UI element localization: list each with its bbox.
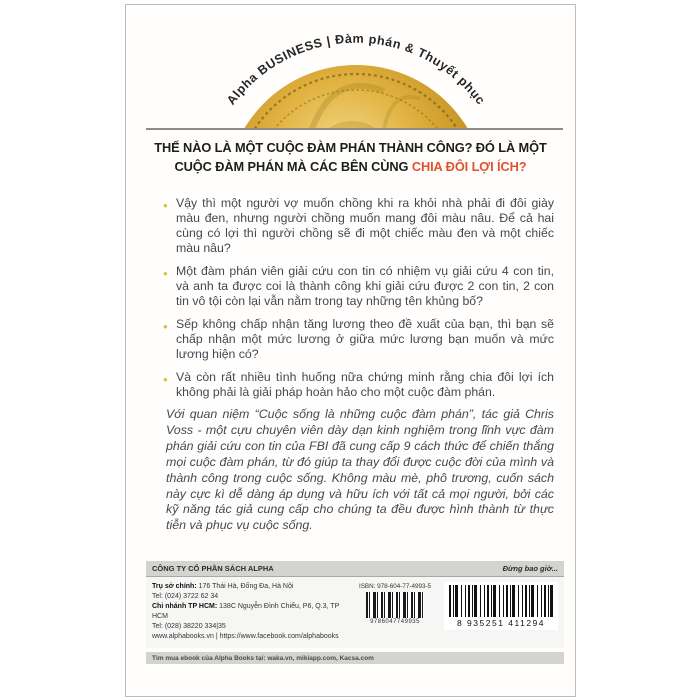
branch-address-line: Chi nhánh TP HCM: 138C Nguyễn Đình Chiểu, P6, Q.3, TP HCM xyxy=(152,603,340,620)
bullet-text: Một đàm phán viên giải cứu con tin có nhiệm vụ giải cứu 4 con tin, và anh ta được coi là thành công khi giải cứu được 2 con tin, 2 con tin vô tội còn lại vẫn nằm trong tay những tên khủng bố? xyxy=(176,264,554,308)
isbn-block xyxy=(354,583,436,625)
bullet-dot-icon: ● xyxy=(163,269,168,278)
branch-tel-line: Tel: (028) 38220 334|35 xyxy=(152,623,226,630)
book-description: Với quan niệm “Cuộc sống là những cuộc đàm phán”, tác giả Chris Voss - một cựu chuyên viên dày dạn kinh nghiệm trong lĩnh vực đàm phán giải cứu con tin của FBI đã cung cấp 9 cách thức để chiến thắng mọi cuộc đàm phán, từ đó giúp ta thay đổi được cuộc đời của mình và thành công trong cuộc sống. Không màu mè, phô trương, cuốn sách này cực kì dễ dàng áp dụng và hữu ích với tất cả mọi người, bởi các kỹ năng tác giả cung cấp cho chúng ta đều được hình thành từ thực tiễn và phục vụ cuộc sống. xyxy=(166,407,554,533)
back-cover-headline xyxy=(140,138,561,176)
ean-block xyxy=(444,582,558,630)
ean-digits: 8 935251 411294 xyxy=(456,618,546,628)
publisher-header-bar xyxy=(146,561,564,577)
bullet-text: Vậy thì một người vợ muốn chồng khi ra khỏi nhà phải đi đôi giày màu đen, nhưng người chồng muốn mang đôi màu nâu. Để cả hai cùng có lợi thì người chồng sẽ đi một chiếc màu đen và một chiếc màu nâu? xyxy=(176,196,554,255)
bullet-item xyxy=(163,370,554,400)
publisher-info-box xyxy=(146,561,564,664)
headline-line2-prefix: CUỘC ĐÀM PHÁN MÀ CÁC BÊN CÙNG xyxy=(174,159,412,174)
ean-barcode-icon xyxy=(449,585,553,617)
series-arc-text: Alpha BUSINESS | Đàm phán & Thuyết phục xyxy=(224,31,488,108)
bullet-dot-icon: ● xyxy=(163,375,168,384)
bullet-item xyxy=(163,264,554,309)
book-title-short: Đừng bao giờ... xyxy=(502,564,558,573)
website-line: www.alphabooks.vn | https://www.facebook.com/alphabooks xyxy=(152,633,339,640)
bullet-text: Sếp không chấp nhận tăng lương theo đề xuất của bạn, thì bạn sẽ chấp nhận một mức lương ở giữa mức lương bạn muốn và mức lương hiện có? xyxy=(176,317,554,361)
headline-line2 xyxy=(140,157,561,176)
bullet-dot-icon: ● xyxy=(163,322,168,331)
publisher-company-name: CÔNG TY CỔ PHẦN SÁCH ALPHA xyxy=(152,564,274,573)
ebook-note-strip: Tìm mua ebook của Alpha Books tại: waka.vn, mikiapp.com, Kacsa.com xyxy=(146,652,564,664)
hq-address-line: Trụ sở chính: 176 Thái Hà, Đống Đa, Hà Nội xyxy=(152,583,294,590)
book-back-cover xyxy=(125,4,576,697)
headline-line1: THẾ NÀO LÀ MỘT CUỘC ĐÀM PHÁN THÀNH CÔNG? ĐÓ LÀ MỘT xyxy=(154,140,547,155)
bullet-dot-icon: ● xyxy=(163,201,168,210)
publisher-body xyxy=(146,577,564,648)
headline-highlight: CHIA ĐÔI LỢI ÍCH? xyxy=(411,159,527,174)
bullet-item xyxy=(163,317,554,362)
bullet-item xyxy=(163,196,554,256)
bullet-text: Và còn rất nhiều tình huống nữa chứng minh rằng chia đôi lợi ích không phải là giải pháp hoàn hảo cho một cuộc đàm phán. xyxy=(176,370,554,399)
coin-header-graphic xyxy=(126,5,577,135)
publisher-address-block xyxy=(152,582,354,642)
isbn-barcode-icon xyxy=(366,592,424,618)
isbn-text: ISBN: 978-604-77-4993-5 xyxy=(358,583,432,590)
hq-tel-line: Tel: (024) 3722 62 34 xyxy=(152,593,219,600)
isbn-digits: 9786047749935 xyxy=(370,619,420,625)
bullet-list xyxy=(163,196,554,408)
